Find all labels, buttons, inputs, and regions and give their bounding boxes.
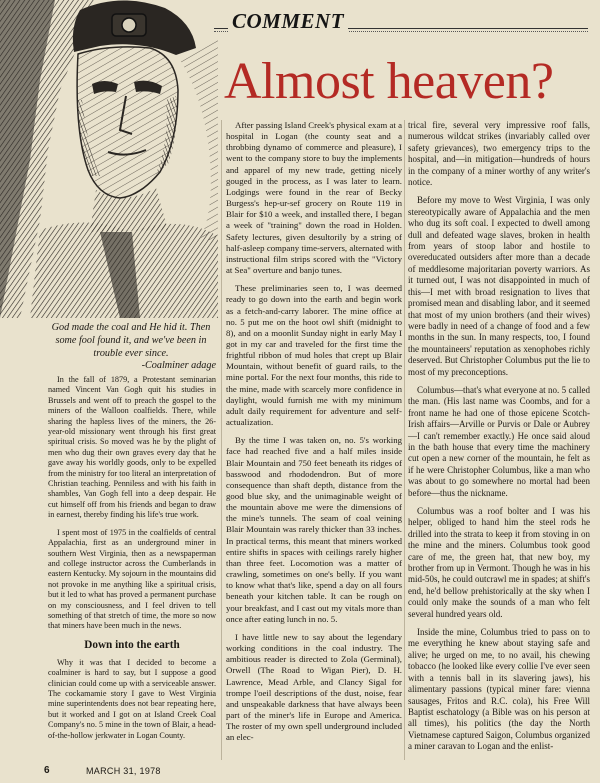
paragraph: I have little new to say about the legendary working conditions in the coal industry. The ambitious reader is directed to Zola (Germinal), Orwell (The Road to Wigan Pier), D. H. Lawrence, Mead Arble, and Clancy Sigal for trompe l'oeil descriptions of the dust, noise, fear and unspeakable darkness that have always been part of the miner's life in Europe and America. The roster of my own spell underground included an elec- <box>226 631 402 743</box>
miner-illustration <box>0 0 218 318</box>
column-divider <box>404 120 405 760</box>
paragraph: These preliminaries seen to, I was deemed ready to go down into the earth and begin work as a fetch-and-carry laborer. The mine office at no. 5 put me on the hoot owl shift (midnight to 8), and on a moonlit Sunday night in early May I got in my car and traveled for the first time the frightful ribbon of mud holes that crept up Blair Mountain, without benefit of guard rails, to the mine portal. For the next four months, this ride to the mine, made with scarcely more confidence in daylight, would furnish me with my minimum adult daily requirement for adventure and self-actualization. <box>226 283 402 428</box>
subhead: Down into the earth <box>84 638 180 651</box>
paragraph: Columbus—that's what everyone at no. 5 called the man. (His last name was Coombs, and for a front name he had one of those epicene Scotch-Irish affairs—Arville or Purvis or Dale or Aubrey—I can't remember exactly.) He once said aloud in the bath house that every time the machinery cut open a new corner of the mountain, he felt as if he were Christopher Columbus, like a man who was about to go somewhere no mortal had been before—thus the nickname. <box>408 384 590 498</box>
paragraph: By the time I was taken on, no. 5's working face had reached five and a half miles inside Blair Mountain and 750 feet beneath its ridges of basswood and rhododendron. But of more consequence than shaft depth, distance from the good blue sky, and the unimaginable weight of the mountain above me were the dimensions of the mine's tunnels. The seam of coal veining Blair Mountain was rarely thicker than 33 inches. In practical terms, this meant that miners worked entire shifts in spaces with ceilings rarely higher than three feet. Locomotion was a matter of crawling, sometimes on one's belly. If you want to know what that's like, spend a day on all fours beneath your kitchen table. It can be rough on your breakfast, and I cast out my vitals more than once after eating lunch in no. 5. <box>226 435 402 624</box>
article-column-2 <box>226 120 402 743</box>
paragraph: Before my move to West Virginia, I was only stereotypically aware of Appalachia and the men who dug its soft coal. I expected to dwell among dull and defeated wage slaves, broken in health from years of stoop labor and hostile to overeducated outsiders after more than a decade of meddlesome majoritarian poverty warriors. As it turned out, I was not disappointed in much of this—I met with broad resignation to lives that promised mean and disabling labor, and it seemed that most of my union brothers (and their wives) were badly in need of a change of food and a few months in the sun. In many respects, too, I found the mountaineers' reputation as xenophobes richly deserved. But Christopher Columbus put the lie to most of my preconceptions. <box>408 195 590 377</box>
paragraph: Why it was that I decided to become a coalminer is hard to say, but I suppose a good clinician could come up with a serviceable answer. The cockamamie story I gave to West Virginia mine superintendents does not bear repeating here, but it worked and I got on at Island Creek Coal Company's no. 5 mine in the town of Blair, a head-of-the-hollow jerkwater in Logan County. <box>48 657 216 740</box>
paragraph: Inside the mine, Columbus tried to pass on to me everything he knew about staying safe and alive; he urged on me, to no avail, his chewing tobacco (he looked like every collie I've ever seen with a tennis ball in its slavering jaws), his alimentary passions (typical miner fare: vienna sausages, Fritos and R.C. cola), his Free Will Baptist eschatology (a Bible was on his person at all times), his politics (the day the North Vietnamese captured Saigon, Columbus organized a miner caravan to Logan and the enlist- <box>408 627 590 752</box>
column-divider <box>221 120 222 760</box>
paragraph: In the fall of 1879, a Protestant seminarian named Vincent Van Gogh quit his studies in Brussels and went off to preach the gospel to the miners of the Walloon coalfields. There, while sharing the hapless lives of the miners, the 26-year-old missionary went through his first great spiritual crisis. So moved was he by the plight of men who dug their own graves every day that he gave away his worldly goods, only to be expelled from the ministry for too literal an interpretation of Christian teaching. Penniless and with his faith in shambles, Van Gogh fell into a deep despair. He cut himself off from his friends and began to draw in earnest, thereby finding his life's true work. <box>48 375 216 520</box>
article-column-3 <box>408 120 590 753</box>
paragraph: Columbus was a roof bolter and I was his helper, obliged to hand him the steel rods he drilled into the strata to keep it from stoving in on the mine and the miners. Columbus took good care of me, the green hat, that new boy, my brother from up in Vermont. Though he was in his mid-50s, he could outcrawl me in spades; at shift's end, he'd bellow prehistorically at the sky when I could only make the sounds of a man who felt several hundred years old. <box>408 506 590 619</box>
caption-quote: God made the coal and He hid it. Then some fool found it, and we've been in trouble ever since. <box>51 322 211 359</box>
section-label: COMMENT <box>228 9 348 34</box>
paragraph: trical fire, several very impressive roof falls, numerous wildcat strikes (invariably called over safety grievances), two emergency trips to the hospital, and—in mitigation—hundreds of hours in the company of a miner worthy of any writer's notice. <box>408 120 590 188</box>
paragraph: After passing Island Creek's physical exam at a hospital in Logan (the county seat and a throbbing dynamo of commerce and pleasure), I went to the company store to buy the implements and apparel of my new trade, getting nicely gouged in the process, as I was later to learn. Lodgings were found in the rear of Becky Burgess's hep-ur-sef grocery on Route 119 in Blair for $10 a week, and installed there, I began a week of "training" down the road in Holden. Safety lectures, given desultorily by a string of half-asleep company time-servers, alternated with instructional film strips scored with the "Victory at Sea" overture and banjo tunes. <box>226 120 402 276</box>
article-column-1 <box>48 375 216 741</box>
page-number: 6 <box>44 765 50 776</box>
paragraph: I spent most of 1975 in the coalfields of central Appalachia, first as an underground miner in southern West Virginia, then as a newspaperman and college instructor across the Cumberlands in eastern Kentucky. My sojourn in the mountains did not provoke in me anything like a spiritual crisis, but it led to what has proved a permanent purchase on my consciousness, and I feel driven to tell something of that stretch of time, the more so now that miners have been much in the news. <box>48 527 216 631</box>
headline: Almost heaven? <box>224 53 554 110</box>
caption-attribution: -Coalminer adage <box>141 360 216 371</box>
issue-date: MARCH 31, 1978 <box>86 766 161 776</box>
